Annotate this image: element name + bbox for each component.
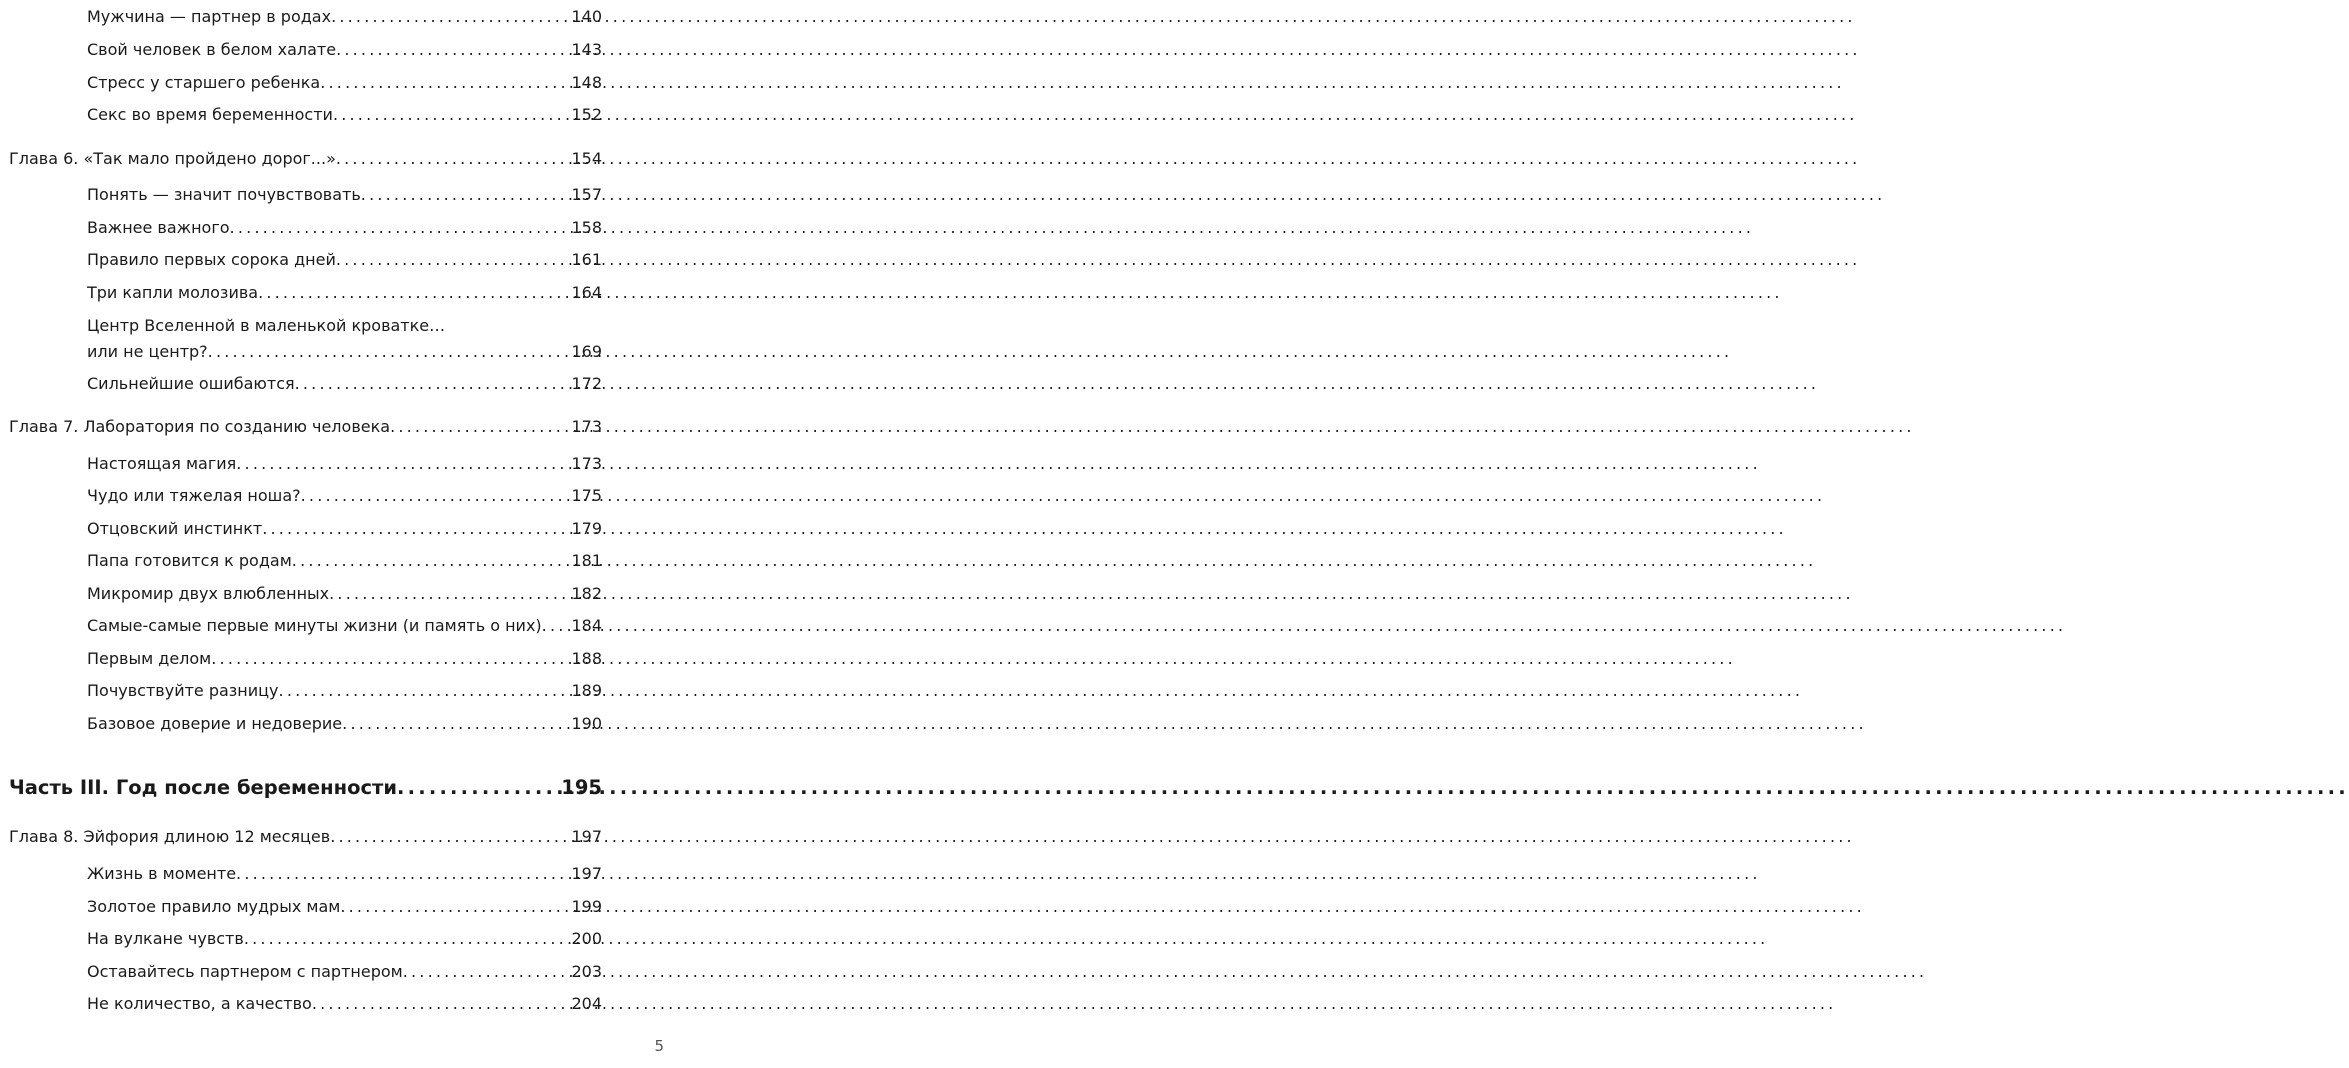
toc-entry-title: Чудо или тяжелая ноша?	[87, 486, 301, 505]
toc-leader-dots	[403, 961, 571, 983]
toc-entry-title: Сильнейшие ошибаются	[87, 374, 295, 393]
toc-entry-page: 157	[571, 185, 602, 204]
toc-entry-page: 204	[571, 994, 602, 1013]
toc-entry-page: 172	[571, 374, 602, 393]
toc-chapter-page: 154	[571, 149, 602, 168]
toc-entry	[87, 184, 602, 206]
toc-entry-title: Свой человек в белом халате	[87, 40, 337, 59]
toc-entry	[87, 550, 602, 572]
toc-entry-title: Мужчина — партнер в родах	[87, 7, 332, 26]
toc-leader-dots	[342, 713, 570, 735]
toc-entry	[87, 928, 602, 950]
toc-entry	[87, 583, 602, 605]
toc-leader-dots	[397, 775, 560, 801]
toc-entry-page: 152	[571, 105, 602, 124]
toc-entry-title: Отцовский инстинкт	[87, 519, 263, 538]
toc-entry-title: Стресс у старшего ребенка	[87, 73, 321, 92]
toc-entry-title: Папа готовится к родам	[87, 551, 292, 570]
toc-entry	[87, 896, 602, 918]
toc-entry-page: 148	[571, 73, 602, 92]
toc-entry-page: 199	[571, 897, 602, 916]
toc-leader-dots	[336, 249, 571, 271]
toc-entry-title: Первым делом	[87, 649, 212, 668]
toc-leader-dots	[336, 148, 571, 170]
toc-entry-page: 143	[571, 40, 602, 59]
toc-entry	[87, 680, 602, 702]
toc-leader-dots	[262, 518, 570, 540]
toc-page	[0, 0, 676, 1068]
toc-chapter-entry	[9, 416, 602, 438]
toc-entry-page: 161	[571, 250, 602, 269]
toc-leader-dots	[336, 39, 570, 61]
toc-entry-page: 164	[571, 283, 602, 302]
toc-entry-page: 190	[571, 714, 602, 733]
toc-chapter-entry	[9, 148, 602, 170]
toc-leader-dots	[236, 453, 570, 475]
toc-leader-dots	[301, 485, 571, 507]
toc-entry-page: 140	[571, 7, 602, 26]
toc-leader-dots	[333, 104, 571, 126]
toc-chapter-page: 197	[571, 827, 602, 846]
toc-leader-dots	[331, 6, 570, 28]
toc-entry	[87, 961, 602, 983]
toc-entry-title: Базовое доверие и недоверие	[87, 714, 343, 733]
toc-leader-dots	[236, 863, 570, 885]
toc-chapter-page: 173	[571, 417, 602, 436]
toc-entry	[87, 485, 602, 507]
toc-entry	[87, 282, 602, 304]
toc-entry	[87, 341, 602, 363]
toc-chapter-entry	[9, 826, 602, 848]
toc-entry-title: Не количество, а качество	[87, 994, 312, 1013]
toc-leader-dots	[244, 928, 571, 950]
toc-part-title: Часть III. Год после беременности	[9, 776, 398, 799]
toc-entry	[87, 104, 602, 126]
toc-entry	[87, 518, 602, 540]
toc-entry	[87, 453, 602, 475]
toc-entry-page: 184	[571, 616, 602, 635]
toc-leader-dots	[320, 72, 570, 94]
toc-chapter-title: Глава 6. «Так мало пройдено дорог...»	[9, 149, 336, 168]
toc-leader-dots	[330, 826, 570, 848]
toc-chapter-title: Глава 8. Эйфория длиною 12 месяцев	[9, 827, 331, 846]
toc-entry-page: 200	[571, 929, 602, 948]
toc-entry-page: 181	[571, 551, 602, 570]
toc-entry-title: Жизнь в моменте	[87, 864, 237, 883]
toc-entry-title: Правило первых сорока дней	[87, 250, 336, 269]
toc-entry-page: 197	[571, 864, 602, 883]
toc-entry-page: 175	[571, 486, 602, 505]
toc-entry	[87, 993, 602, 1015]
toc-entry-title: Настоящая магия	[87, 454, 237, 473]
toc-entry-page: 182	[571, 584, 602, 603]
toc-part-entry	[9, 775, 602, 801]
toc-leader-dots	[279, 680, 571, 702]
toc-leader-dots	[292, 550, 571, 572]
toc-leader-dots	[361, 184, 571, 206]
toc-leader-dots	[312, 993, 571, 1015]
toc-entry	[87, 648, 602, 670]
toc-entry-title: Почувствуйте разницу	[87, 681, 279, 700]
toc-entry-title: Важнее важного	[87, 218, 230, 237]
toc-entry-page: 189	[571, 681, 602, 700]
toc-entry-title: или не центр?	[87, 342, 208, 361]
toc-entry	[87, 863, 602, 885]
toc-entry-title: На вулкане чувств	[87, 929, 244, 948]
toc-part-page: 195	[561, 776, 602, 799]
toc-entry-title: Оставайтесь партнером с партнером	[87, 962, 403, 981]
toc-leader-dots	[211, 648, 570, 670]
toc-entry-title: Понять — значит почувствовать	[87, 185, 361, 204]
toc-entry	[87, 39, 602, 61]
toc-entry-title: Три капли молозива	[87, 283, 259, 302]
toc-leader-dots	[390, 416, 570, 438]
toc-entry	[87, 249, 602, 271]
toc-entry-title: Самые-самые первые минуты жизни (и память о них)	[87, 616, 542, 635]
toc-entry-page: 173	[571, 454, 602, 473]
toc-entry	[87, 72, 602, 94]
toc-entry	[87, 373, 602, 395]
toc-leader-dots	[329, 583, 570, 605]
toc-entry	[87, 6, 602, 28]
toc-leader-dots	[340, 896, 570, 918]
toc-entry-page: 203	[571, 962, 602, 981]
toc-entry-page: 188	[571, 649, 602, 668]
toc-entry	[87, 615, 602, 637]
toc-entry-page: 158	[571, 218, 602, 237]
toc-entry-page: 169	[571, 342, 602, 361]
toc-leader-dots	[295, 373, 571, 395]
toc-leader-dots	[258, 282, 570, 304]
toc-leader-dots	[230, 217, 571, 239]
toc-entry-title: Золотое правило мудрых мам	[87, 897, 341, 916]
toc-entry-title-line: Центр Вселенной в маленькой кроватке…	[87, 316, 446, 335]
page-number: 5	[654, 1037, 664, 1055]
toc-entry	[87, 217, 602, 239]
toc-leader-dots	[208, 341, 571, 363]
toc-leader-dots	[542, 615, 571, 637]
toc-entry-page: 179	[571, 519, 602, 538]
toc-entry	[87, 713, 602, 735]
toc-entry-title: Микромир двух влюбленных	[87, 584, 330, 603]
toc-entry-title: Секс во время беременности	[87, 105, 333, 124]
toc-chapter-title: Глава 7. Лаборатория по созданию человека	[9, 417, 391, 436]
